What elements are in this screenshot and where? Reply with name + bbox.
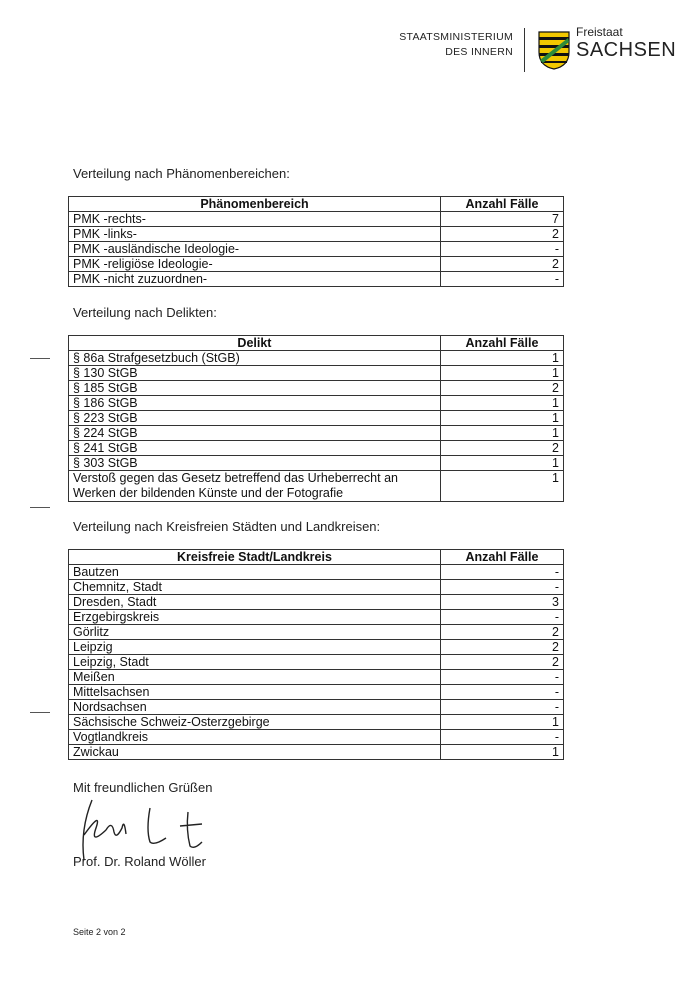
row-value: - (441, 242, 564, 257)
brand-big: SACHSEN (576, 39, 677, 61)
section-districts-heading: Verteilung nach Kreisfreien Städten und Landkreisen: (73, 519, 381, 534)
column-header: Phänomenbereich (69, 197, 441, 212)
row-value: 2 (440, 655, 563, 670)
row-label: Zwickau (69, 745, 441, 760)
row-label: Chemnitz, Stadt (69, 580, 441, 595)
row-value: - (440, 700, 563, 715)
table-header-row (69, 336, 564, 351)
table-row (69, 242, 564, 257)
row-label: PMK -links- (69, 227, 441, 242)
row-value: 2 (440, 381, 563, 396)
row-label: Dresden, Stadt (69, 595, 441, 610)
signer-name: Prof. Dr. Roland Wöller (73, 854, 206, 869)
row-label: § 224 StGB (69, 426, 441, 441)
offenses-table (68, 335, 564, 502)
section-phenomena-heading: Verteilung nach Phänomenbereichen: (73, 166, 290, 181)
row-value: 1 (440, 471, 563, 502)
ministry-name (380, 30, 513, 60)
brand-small: Freistaat (576, 25, 623, 39)
row-value: 7 (441, 212, 564, 227)
brand-wordmark (576, 25, 676, 61)
row-label: § 303 StGB (69, 456, 441, 471)
districts-table (68, 549, 564, 760)
column-header: Delikt (69, 336, 441, 351)
row-label: Vogtlandkreis (69, 730, 441, 745)
row-label: PMK -nicht zuzuordnen- (69, 272, 441, 287)
row-label: § 186 StGB (69, 396, 441, 411)
table-row (69, 625, 564, 640)
column-header: Anzahl Fälle (441, 197, 564, 212)
fold-mark (30, 507, 50, 508)
ministry-line-2: DES INNERN (445, 46, 513, 58)
row-value: 1 (440, 715, 563, 730)
fold-mark (30, 712, 50, 713)
table-row (69, 426, 564, 441)
table-row (69, 227, 564, 242)
table-row (69, 610, 564, 625)
table-row (69, 670, 564, 685)
closing-greeting: Mit freundlichen Grüßen (73, 780, 213, 795)
table-row (69, 565, 564, 580)
table-row (69, 272, 564, 287)
row-value: 1 (440, 396, 563, 411)
table-row (69, 456, 564, 471)
row-value: - (440, 670, 563, 685)
row-label: Sächsische Schweiz-Osterzgebirge (69, 715, 441, 730)
row-label: § 241 StGB (69, 441, 441, 456)
table-row (69, 212, 564, 227)
row-label: Mittelsachsen (69, 685, 441, 700)
table-row (69, 715, 564, 730)
row-label: Verstoß gegen das Gesetz betreffend das Urheberrecht an Werken der bildenden Künste und der Fotografie (69, 471, 441, 502)
table-header-row (69, 197, 564, 212)
table-row (69, 381, 564, 396)
ministry-line-1: STAATSMINISTERIUM (399, 31, 513, 43)
row-label: § 185 StGB (69, 381, 441, 396)
row-value: - (440, 685, 563, 700)
column-header: Anzahl Fälle (440, 550, 563, 565)
table-header-row (69, 550, 564, 565)
table-row (69, 685, 564, 700)
row-value: 2 (440, 625, 563, 640)
row-label: § 223 StGB (69, 411, 441, 426)
header-divider (524, 28, 525, 72)
table-row (69, 640, 564, 655)
phenomena-table (68, 196, 564, 287)
coat-of-arms-icon (537, 30, 571, 70)
row-label: Görlitz (69, 625, 441, 640)
table-row (69, 580, 564, 595)
row-value: - (440, 610, 563, 625)
row-label: PMK -rechts- (69, 212, 441, 227)
row-value: 1 (440, 745, 563, 760)
row-value: - (440, 580, 563, 595)
table-row (69, 366, 564, 381)
row-label: PMK -ausländische Ideologie- (69, 242, 441, 257)
row-value: 1 (440, 351, 563, 366)
fold-mark (30, 358, 50, 359)
table-row (69, 257, 564, 272)
table-row (69, 655, 564, 670)
row-value: 1 (440, 366, 563, 381)
row-value: - (440, 565, 563, 580)
page-number: Seite 2 von 2 (73, 927, 126, 937)
row-value: 2 (440, 441, 563, 456)
row-value: - (441, 272, 564, 287)
row-label: § 86a Strafgesetzbuch (StGB) (69, 351, 441, 366)
column-header: Anzahl Fälle (440, 336, 563, 351)
row-value: 3 (440, 595, 563, 610)
row-label: § 130 StGB (69, 366, 441, 381)
row-value: 2 (441, 227, 564, 242)
row-label: Leipzig (69, 640, 441, 655)
row-label: Nordsachsen (69, 700, 441, 715)
section-offenses-heading: Verteilung nach Delikten: (73, 305, 217, 320)
row-label: Meißen (69, 670, 441, 685)
row-value: 2 (440, 640, 563, 655)
row-value: - (440, 730, 563, 745)
row-label: Erzgebirgskreis (69, 610, 441, 625)
table-row (69, 745, 564, 760)
table-row (69, 351, 564, 366)
table-row (69, 700, 564, 715)
row-label: Bautzen (69, 565, 441, 580)
row-value: 2 (441, 257, 564, 272)
row-value: 1 (440, 411, 563, 426)
table-row (69, 730, 564, 745)
row-value: 1 (440, 456, 563, 471)
row-value: 1 (440, 426, 563, 441)
column-header: Kreisfreie Stadt/Landkreis (69, 550, 441, 565)
table-row (69, 595, 564, 610)
row-label: Leipzig, Stadt (69, 655, 441, 670)
table-row (69, 396, 564, 411)
table-row (69, 441, 564, 456)
table-row (69, 471, 564, 502)
row-label: PMK -religiöse Ideologie- (69, 257, 441, 272)
table-row (69, 411, 564, 426)
